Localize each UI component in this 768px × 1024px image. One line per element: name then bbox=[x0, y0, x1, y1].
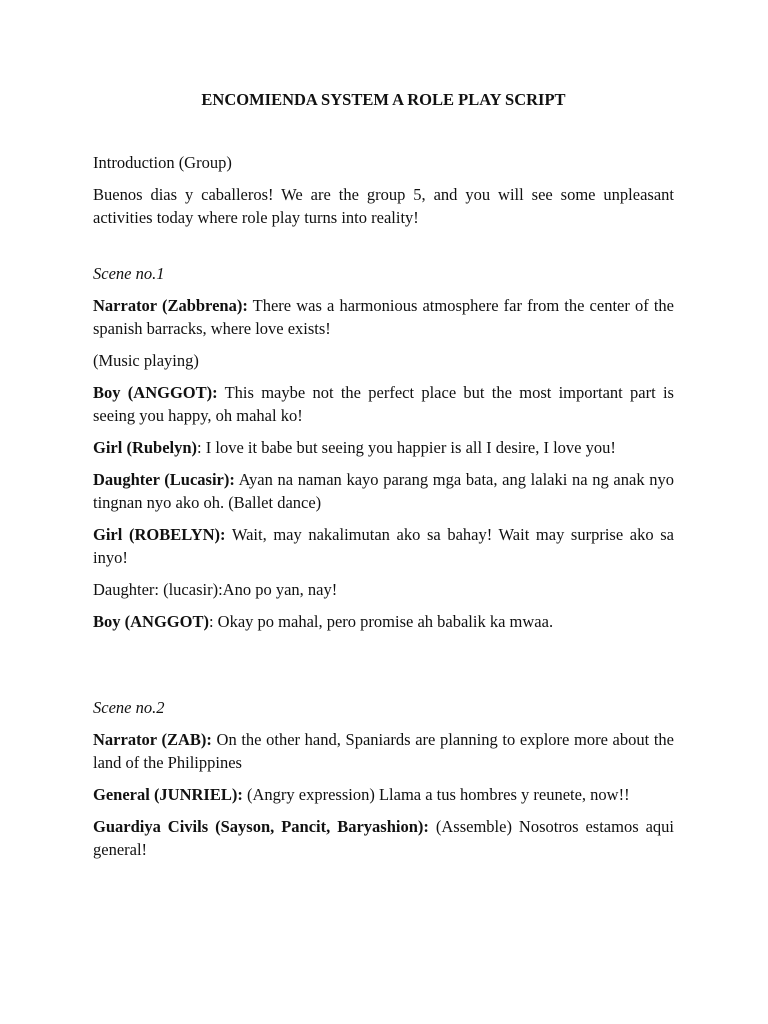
dialogue-text: Wait, may nakalimutan ako sa bahay! Wait may surprise ako sa inyo! bbox=[93, 525, 674, 567]
dialogue-text: : I love it babe but seeing you happier is all I desire, I love you! bbox=[197, 438, 616, 457]
script-line bbox=[93, 610, 674, 633]
introduction-heading: Introduction (Group) bbox=[93, 153, 232, 172]
scene-1-heading: Scene no.1 bbox=[93, 264, 165, 283]
speaker-name: Guardiya Civils (Sayson, Pancit, Baryashion): bbox=[93, 817, 429, 836]
speaker-name: Narrator (Zabbrena): bbox=[93, 296, 248, 315]
script-line bbox=[93, 294, 674, 340]
dialogue-text: This maybe not the perfect place but the most important part is seeing you happy, oh mahal ko! bbox=[93, 383, 674, 425]
script-line bbox=[93, 381, 674, 427]
dialogue-text: Ayan na naman kayo parang mga bata, ang lalaki na ng anak nyo tingnan nyo ako oh. (Ballet dance) bbox=[93, 470, 675, 512]
script-line bbox=[93, 578, 674, 601]
speaker-name: General (JUNRIEL): bbox=[93, 785, 243, 804]
speaker-name: Boy (ANGGOT) bbox=[93, 612, 209, 631]
scene-2-heading: Scene no.2 bbox=[93, 698, 165, 717]
dialogue-text: Daughter: (lucasir):Ano po yan, nay! bbox=[93, 580, 338, 599]
speaker-name: Girl (ROBELYN): bbox=[93, 525, 226, 544]
document-content bbox=[93, 88, 674, 861]
speaker-name: Daughter (Lucasir): bbox=[93, 470, 235, 489]
dialogue-text: (Angry expression) Llama a tus hombres y reunete, now!! bbox=[242, 785, 630, 804]
script-line bbox=[93, 436, 674, 459]
speaker-name: Narrator (ZAB): bbox=[93, 730, 212, 749]
script-line bbox=[93, 783, 674, 806]
dialogue-text: (Music playing) bbox=[93, 351, 199, 370]
dialogue-text: On the other hand, Spaniards are planning to explore more about the land of the Philippines bbox=[93, 730, 674, 772]
script-line bbox=[93, 815, 674, 861]
speaker-name: Girl (Rubelyn) bbox=[93, 438, 198, 457]
speaker-name: Boy (ANGGOT): bbox=[93, 383, 218, 402]
script-line bbox=[93, 728, 674, 774]
document-title: ENCOMIENDA SYSTEM A ROLE PLAY SCRIPT bbox=[201, 90, 566, 109]
script-line bbox=[93, 523, 674, 569]
stage-direction bbox=[93, 349, 674, 372]
dialogue-text: (Assemble) Nosotros estamos aqui general! bbox=[93, 817, 674, 859]
dialogue-text: There was a harmonious atmosphere far from the center of the spanish barracks, where love exists! bbox=[93, 296, 674, 338]
script-line bbox=[93, 468, 674, 514]
introduction-text: Buenos dias y caballeros! We are the group 5, and you will see some unpleasant activities today where role play turns into reality! bbox=[93, 185, 674, 227]
dialogue-text: : Okay po mahal, pero promise ah babalik ka mwaa. bbox=[208, 612, 554, 631]
